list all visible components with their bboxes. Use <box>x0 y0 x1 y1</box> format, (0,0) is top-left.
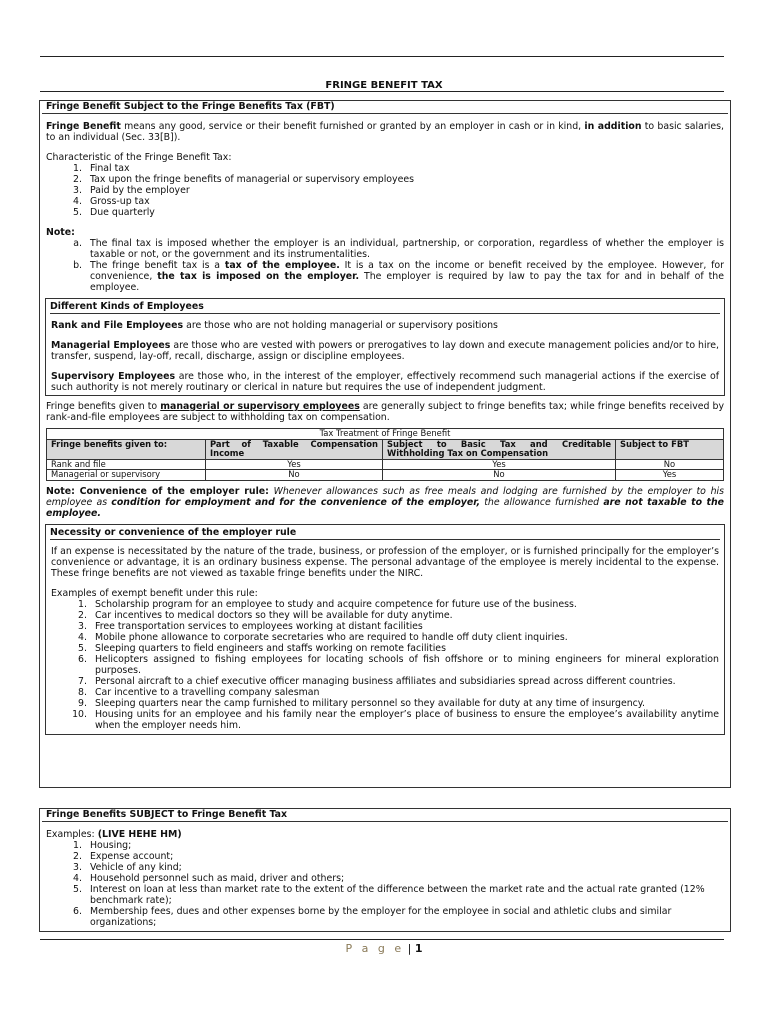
necessity-rule-box <box>45 524 725 735</box>
table-row: Rank and file Yes Yes No <box>47 459 724 470</box>
subject-items-list <box>46 840 724 928</box>
list-item: 9. Sleeping quarters near the camp furnished to military personnel so they available for duty at any time of insurgency. <box>78 697 646 709</box>
list-item: 6. Membership fees, dues and other expenses borne by the employer for the employee in social and athletic clubs and similar organizations; <box>73 906 672 928</box>
list-item: 2. Expense account; <box>73 851 174 862</box>
list-item: 3. Free transportation services to employees working at distant facilities <box>78 620 423 632</box>
note-a: a. The final tax is imposed whether the employer is an individual, partnership, or corporation, regardless of whether the employer is taxable or not, or the government and its instrumentalities. <box>73 238 724 260</box>
exempt-examples-list <box>51 599 719 731</box>
page-separator: | <box>407 942 412 955</box>
list-item: 10. Housing units for an employee and his family near the employer’s place of business to ensure the employee’s availability anytime when the employer needs him. <box>72 708 719 731</box>
subject-heading: Fringe Benefits SUBJECT to Fringe Benefit Tax <box>42 809 728 822</box>
rank-and-file-definition: Rank and File Employees are those who are not holding managerial or supervisory positions <box>51 320 498 331</box>
top-rule <box>40 56 724 57</box>
list-item: 4. Gross-up tax <box>73 196 150 207</box>
characteristics-intro: Characteristic of the Fringe Benefit Tax: <box>46 152 232 163</box>
list-item: 3. Paid by the employer <box>73 185 190 196</box>
def-text-1: means any good, service or their benefit furnished or granted by an employer in cash or in kind, <box>124 121 582 132</box>
fringe-benefit-definition <box>46 121 724 143</box>
table-header: Part of Taxable Compensation Income <box>206 439 383 459</box>
def-bold: in addition <box>584 121 642 132</box>
list-item: 3. Vehicle of any kind; <box>73 862 182 873</box>
fbt-section-box <box>39 100 731 788</box>
def-term: Fringe Benefit <box>46 121 121 132</box>
list-item: 5. Due quarterly <box>73 207 155 218</box>
table-header: Subject to Basic Tax and Creditable Withholding Tax on Compensation <box>383 439 616 459</box>
list-item: 6. Helicopters assigned to fishing employees for locating schools of fish offshore or to mining engineers for mineral exploration purposes. <box>78 653 719 676</box>
page-label: P a g e <box>345 942 405 955</box>
characteristics-list <box>46 163 724 218</box>
list-item: 4. Mobile phone allowance to corporate secretaries who are required to handle off duty client inquiries. <box>78 631 568 643</box>
supervisory-definition: Supervisory Employees are those who, in the interest of the employer, effectively recommend such managerial actions if the exercise of such authority is not merely routinary or clerical in nature but requires the use of independent judgment. <box>51 371 720 393</box>
managerial-definition: Managerial Employees are those who are vested with powers or prerogatives to lay down and execute management policies and/or to hire, transfer, suspend, lay-off, recall, discharge, assign or discipline employees. <box>51 340 720 362</box>
examples-intro: Examples of exempt benefit under this rule: <box>51 587 258 599</box>
page-footer <box>0 943 768 954</box>
list-item: 5. Sleeping quarters to field engineers and staffs working on remote facilities <box>78 642 446 654</box>
subject-examples-label: Examples: (LIVE HEHE HM) <box>46 829 182 840</box>
footer-rule <box>40 939 724 940</box>
list-item: 2. Car incentives to medical doctors so they will be available for duty anytime. <box>78 609 453 621</box>
table-header: Subject to FBT <box>616 439 724 459</box>
tax-treatment-table <box>46 428 724 481</box>
necessity-heading: Necessity or convenience of the employer rule <box>50 527 720 540</box>
list-item: 8. Car incentive to a travelling company salesman <box>78 686 320 698</box>
def-text-2: to basic salaries, to an individual (Sec. 33[B]). <box>46 121 724 143</box>
table-header: Fringe benefits given to: <box>47 439 206 459</box>
document-title: FRINGE BENEFIT TAX <box>325 80 443 91</box>
list-item: 1. Final tax <box>73 163 130 174</box>
list-item: 2. Tax upon the fringe benefits of managerial or supervisory employees <box>73 174 415 185</box>
subject-to-fbt-box <box>39 808 731 932</box>
necessity-paragraph: If an expense is necessitated by the nature of the trade, business, or profession of the employer, or is furnished principally for the employer’s convenience or advantage, it is an ordinary business expense. The personal advantage of the employee is merely incidental to the expense. These fringe benefits are not viewed as taxable fringe benefits under the NIRC. <box>51 545 719 579</box>
convenience-note: Note: Convenience of the employer rule: Whenever allowances such as free meals and lodging are furnished by the employer to his employee as condition for employment and for the convenience of the employer, the allowance furnished are not taxable to the employee. <box>46 485 725 519</box>
list-item: 7. Personal aircraft to a chief executive officer managing business affiliates and subsidiaries spread across different countries. <box>78 675 676 687</box>
list-item: 5. Interest on loan at less than market rate to the extent of the difference between the market rate and the actual rate granted (12% benchmark rate); <box>73 884 705 906</box>
note-b: b. The fringe benefit tax is a tax of the employee. It is a tax on the income or benefit received by the employee. However, for convenience, the tax is imposed on the employer. The employer is required by law to pay the tax for and in behalf of the employee. <box>73 260 725 293</box>
kinds-of-employees-box <box>45 298 725 396</box>
note-label: Note: <box>46 227 75 238</box>
title-rule <box>40 91 724 92</box>
list-item: 4. Household personnel such as maid, driver and others; <box>73 873 345 884</box>
table-caption: Tax Treatment of Fringe Benefit <box>47 429 724 440</box>
table-row: Managerial or supervisory No No Yes <box>47 470 724 481</box>
list-item: 1. Scholarship program for an employee to study and acquire competence for future use of the business. <box>78 598 577 610</box>
kinds-heading: Different Kinds of Employees <box>50 301 720 314</box>
page-number: 1 <box>414 942 423 955</box>
list-item: 1. Housing; <box>73 840 132 851</box>
section-heading: Fringe Benefit Subject to the Fringe Benefits Tax (FBT) <box>42 101 728 114</box>
fringe-given-paragraph: Fringe benefits given to managerial or supervisory employees are generally subject to fringe benefits tax; while fringe benefits received by rank-and-file employees are subject to withholding tax on compensation. <box>46 401 725 423</box>
